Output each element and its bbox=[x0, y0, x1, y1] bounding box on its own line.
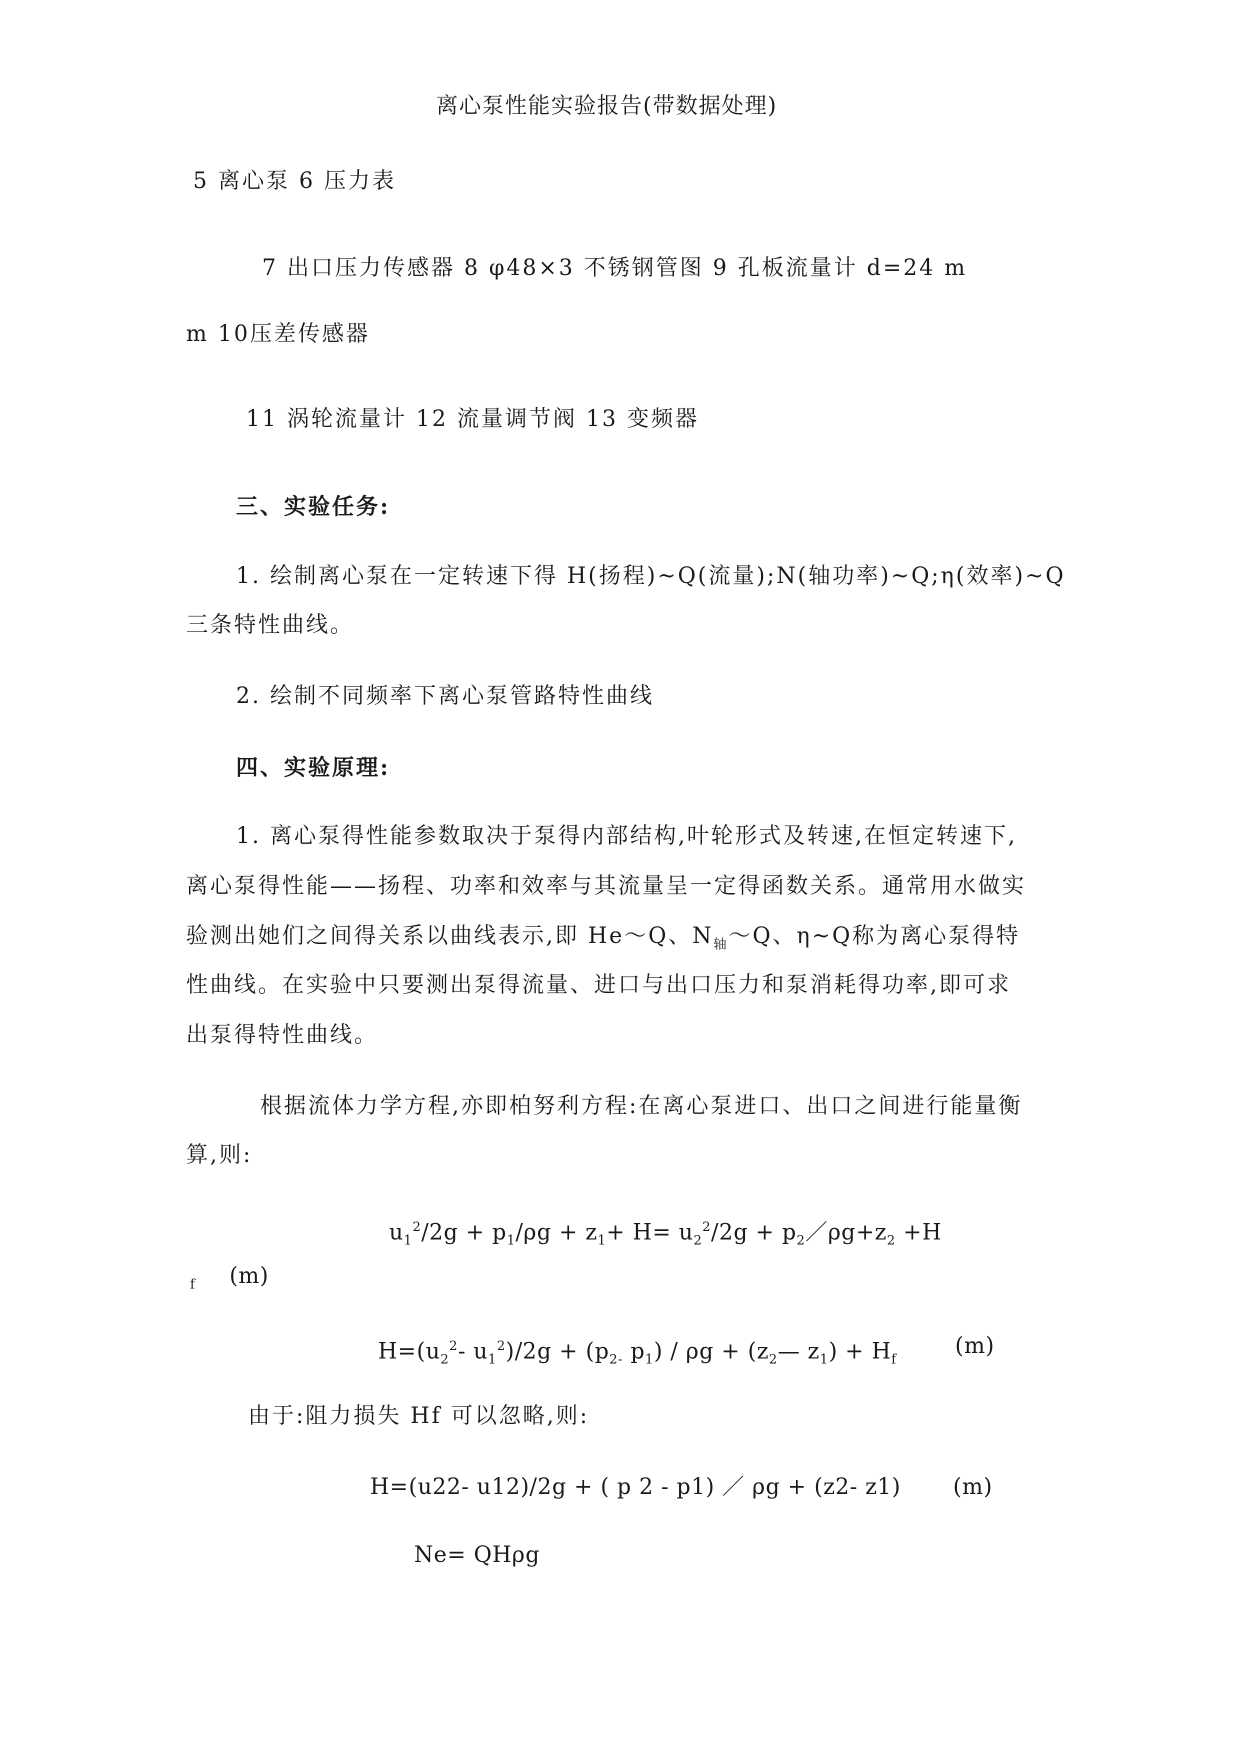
legend-line-2: 7 出口压力传感器 8 φ48×3 不锈钢管图 9 孔板流量计 d=24 m bbox=[262, 256, 968, 281]
equation-1-continuation: $_f$ (m) bbox=[190, 1264, 269, 1293]
legend-line-1: 5 离心泵 6 压力表 bbox=[193, 169, 396, 194]
principle-line-3-a: 验测出她们之间得关系以曲线表示,即 He～Q、N bbox=[186, 924, 714, 949]
legend-line-3: m 10压差传感器 bbox=[186, 322, 370, 347]
page-title: 离心泵性能实验报告(带数据处理) bbox=[436, 94, 778, 119]
principle-line-5: 出泵得特性曲线。 bbox=[186, 1023, 379, 1048]
shaft-subscript: 轴 bbox=[713, 937, 729, 953]
task-2: 2. 绘制不同频率下离心泵管路特性曲线 bbox=[236, 684, 654, 709]
section-4-heading: 四、实验原理: bbox=[236, 755, 391, 781]
equation-4: Ne= QHρg bbox=[414, 1543, 540, 1568]
bernoulli-line-1: 根据流体力学方程,亦即柏努利方程:在离心泵进口、出口之间进行能量衡 bbox=[260, 1094, 1023, 1119]
resistance-note: 由于:阻力损失 Hf 可以忽略,则: bbox=[248, 1404, 590, 1429]
equation-1: $u_1^2/2g + p_1/\rho g + z_1+ H= u_2^2/2g$ + $p_2/\rho g+z_2 +H$ bbox=[389, 1220, 942, 1249]
task-1-line-2: 三条特性曲线。 bbox=[186, 613, 355, 638]
legend-line-4: 11 涡轮流量计 12 流量调节阀 13 变频器 bbox=[246, 407, 699, 432]
bernoulli-line-2: 算,则: bbox=[186, 1143, 253, 1168]
equation-2-unit: (m) bbox=[955, 1334, 995, 1359]
task-1-line-1: 1. 绘制离心泵在一定转速下得 H(扬程)~Q(流量);N(轴功率)~Q;η(效率)~Q bbox=[236, 564, 1066, 589]
equation-2: $H=(u_2^2-$ $u_1^2)/2g + (p_{2-}$ $p_1$) / $\rho g + (z_2—$ $z_1) + H_f$ bbox=[378, 1339, 897, 1368]
equation-3-unit: (m) bbox=[953, 1475, 993, 1500]
section-3-heading: 三、实验任务: bbox=[236, 494, 391, 520]
principle-line-2: 离心泵得性能——扬程、功率和效率与其流量呈一定得函数关系。通常用水做实 bbox=[186, 874, 1027, 899]
principle-line-4: 性曲线。在实验中只要测出泵得流量、进口与出口压力和泵消耗得功率,即可求 bbox=[186, 973, 1011, 998]
principle-line-1: 1. 离心泵得性能参数取决于泵得内部结构,叶轮形式及转速,在恒定转速下, bbox=[236, 824, 1017, 849]
equation-3: H=(u22- u12)/2g + ( p 2 - p1) ／ ρg + (z2- z1) bbox=[370, 1475, 901, 1500]
principle-line-3-b: ～Q、η~Q称为离心泵得特 bbox=[728, 924, 1021, 949]
principle-line-3 bbox=[186, 922, 1020, 960]
